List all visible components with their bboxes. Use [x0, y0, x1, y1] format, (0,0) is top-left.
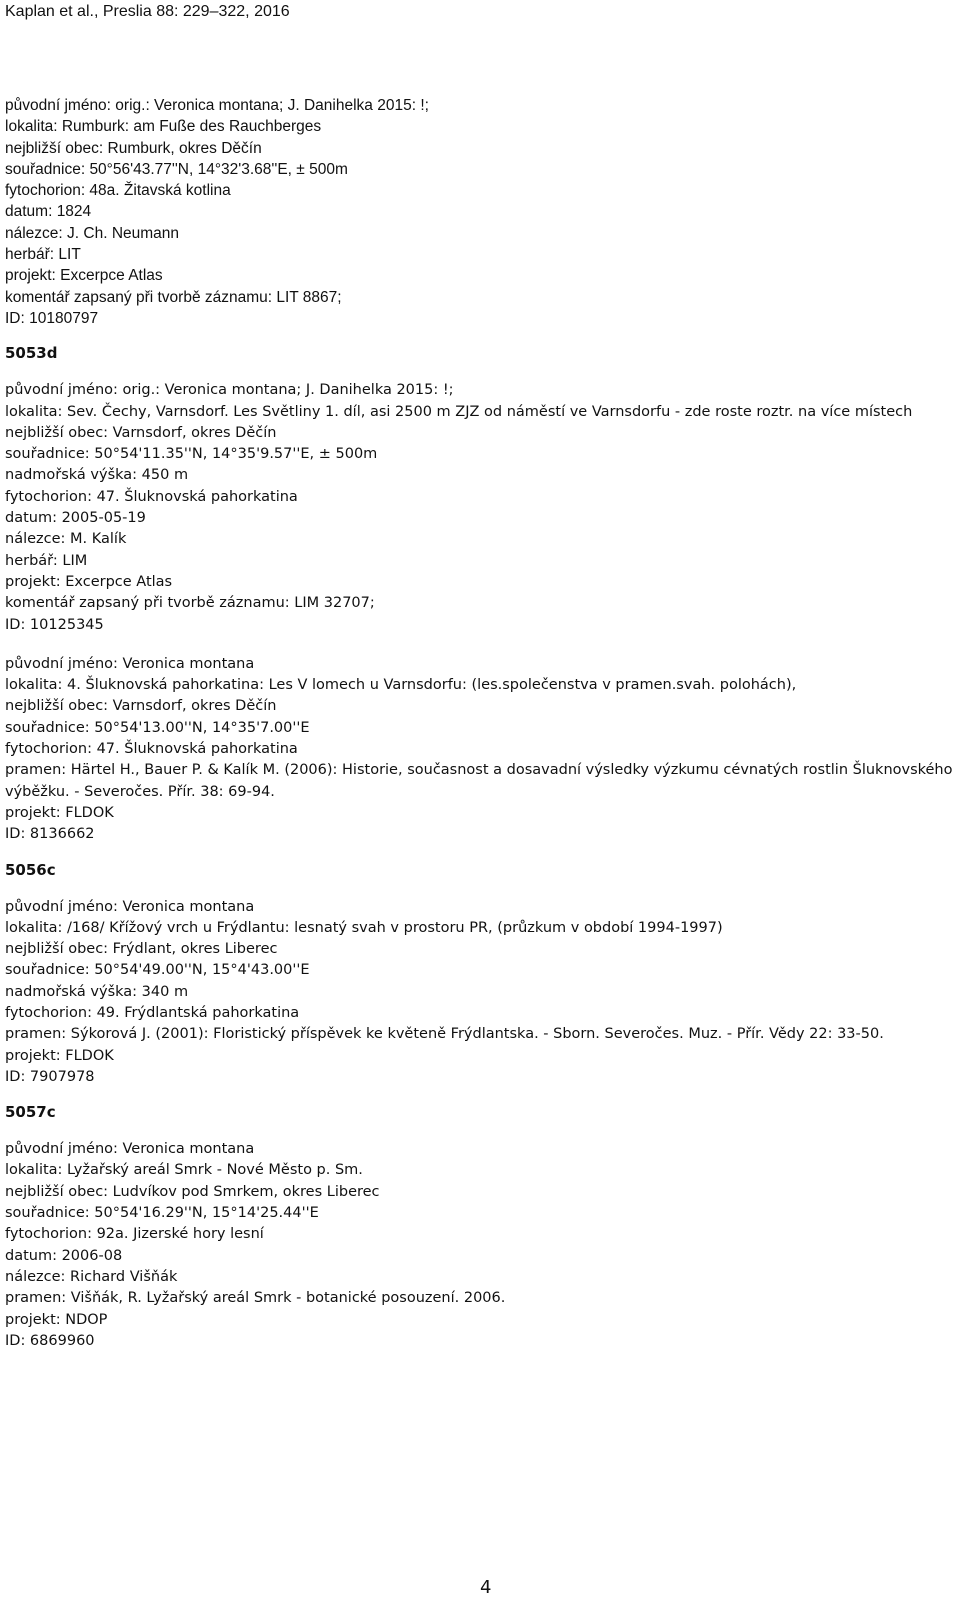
record-field: projekt: FLDOK: [5, 1047, 114, 1064]
record-code-heading: 5053d: [5, 344, 58, 363]
record-field: ID: 6869960: [5, 1332, 95, 1349]
record-field: fytochorion: 49. Frýdlantská pahorkatina: [5, 1004, 300, 1021]
record-field: nejbližší obec: Varnsdorf, okres Děčín: [5, 424, 277, 441]
record-field: nálezce: M. Kalík: [5, 531, 127, 548]
record-field: souřadnice: 50°56'43.77''N, 14°32'3.68''E, ± 500m: [5, 160, 348, 178]
record-field: nálezce: J. Ch. Neumann: [5, 224, 180, 242]
occurrence-record: [5, 380, 955, 636]
record-field: lokalita: Rumburk: am Fuße des Rauchberges: [5, 118, 322, 136]
record-field: projekt: FLDOK: [5, 804, 114, 821]
record-field: lokalita: /168/ Křížový vrch u Frýdlantu: lesnatý svah v prostoru PR, (průzkum v období 1994-1997): [5, 919, 723, 936]
record-field: datum: 2006-08: [5, 1247, 123, 1264]
occurrence-record: [5, 95, 955, 329]
record-field: původní jméno: Veronica montana: [5, 898, 255, 915]
record-field: nadmořská výška: 340 m: [5, 983, 189, 1000]
record-field: projekt: Excerpce Atlas: [5, 573, 173, 590]
record-field: ID: 10125345: [5, 616, 104, 633]
record-field: souřadnice: 50°54'13.00''N, 14°35'7.00''E: [5, 719, 310, 736]
record-field: datum: 2005-05-19: [5, 510, 146, 527]
record-field: pramen: Višňák, R. Lyžařský areál Smrk - botanické posouzení. 2006.: [5, 1290, 506, 1307]
record-field: původní jméno: Veronica montana: [5, 1141, 255, 1158]
record-field: pramen: Härtel H., Bauer P. & Kalík M. (2006): Historie, současnost a dosavadní výsledky výzkumu cévnatých rostlin Šluknovského výběžku. - Severočes. Přír. 38: 69-94.: [5, 762, 953, 800]
record-field: projekt: NDOP: [5, 1311, 108, 1328]
record-field: lokalita: 4. Šluknovská pahorkatina: Les V lomech u Varnsdorfu: (les.společenstva v pramen.svah. polohách),: [5, 677, 797, 694]
page-number: 4: [480, 1577, 492, 1598]
record-field: herbář: LIM: [5, 552, 88, 569]
occurrence-record: [5, 1139, 955, 1352]
record-field: původní jméno: orig.: Veronica montana; J. Danihelka 2015: !;: [5, 97, 429, 114]
record-field: komentář zapsaný při tvorbě záznamu: LIT 8867;: [5, 288, 342, 306]
running-header: Kaplan et al., Preslia 88: 229–322, 2016: [5, 3, 290, 20]
record-code-heading: 5057c: [5, 1103, 56, 1122]
record-code-heading: 5056c: [5, 860, 56, 879]
record-field: lokalita: Sev. Čechy, Varnsdorf. Les Světliny 1. díl, asi 2500 m ZJZ od náměstí ve Varnsdorfu - zde roste roztr. na více místech: [5, 403, 913, 420]
occurrence-record: [5, 654, 955, 846]
record-field: fytochorion: 47. Šluknovská pahorkatina: [5, 741, 298, 758]
record-field: nejbližší obec: Frýdlant, okres Liberec: [5, 941, 278, 958]
record-field: fytochorion: 47. Šluknovská pahorkatina: [5, 488, 298, 505]
record-field: původní jméno: Veronica montana: [5, 655, 255, 672]
record-field: datum: 1824: [5, 203, 92, 221]
record-spacer: [5, 636, 955, 654]
record-field: komentář zapsaný při tvorbě záznamu: LIM 32707;: [5, 595, 375, 612]
record-field: nejbližší obec: Ludvíkov pod Smrkem, okres Liberec: [5, 1183, 380, 1200]
record-field: nejbližší obec: Rumburk, okres Děčín: [5, 139, 262, 157]
record-field: původní jméno: orig.: Veronica montana; J. Danihelka 2015: !;: [5, 382, 454, 399]
record-field: ID: 7907978: [5, 1068, 95, 1085]
record-field: nejbližší obec: Varnsdorf, okres Děčín: [5, 698, 277, 715]
record-field: lokalita: Lyžařský areál Smrk - Nové Město p. Sm.: [5, 1162, 363, 1179]
record-field: souřadnice: 50°54'16.29''N, 15°14'25.44''E: [5, 1205, 319, 1222]
record-field: pramen: Sýkorová J. (2001): Floristický příspěvek ke květeně Frýdlantska. - Sborn. Severočes. Muz. - Přír. Vědy 22: 33-50.: [5, 1026, 884, 1043]
record-field: nadmořská výška: 450 m: [5, 467, 189, 484]
record-field: ID: 8136662: [5, 826, 95, 843]
record-field: herbář: LIT: [5, 246, 81, 264]
record-field: fytochorion: 48a. Žitavská kotlina: [5, 182, 231, 200]
record-field: projekt: Excerpce Atlas: [5, 267, 163, 285]
record-field: souřadnice: 50°54'11.35''N, 14°35'9.57''E, ± 500m: [5, 446, 378, 463]
occurrence-record: [5, 897, 955, 1089]
document-body: [5, 95, 955, 1352]
record-field: souřadnice: 50°54'49.00''N, 15°4'43.00''E: [5, 962, 310, 979]
record-field: fytochorion: 92a. Jizerské hory lesní: [5, 1226, 264, 1243]
record-field: ID: 10180797: [5, 309, 99, 327]
record-field: nálezce: Richard Višňák: [5, 1268, 178, 1285]
